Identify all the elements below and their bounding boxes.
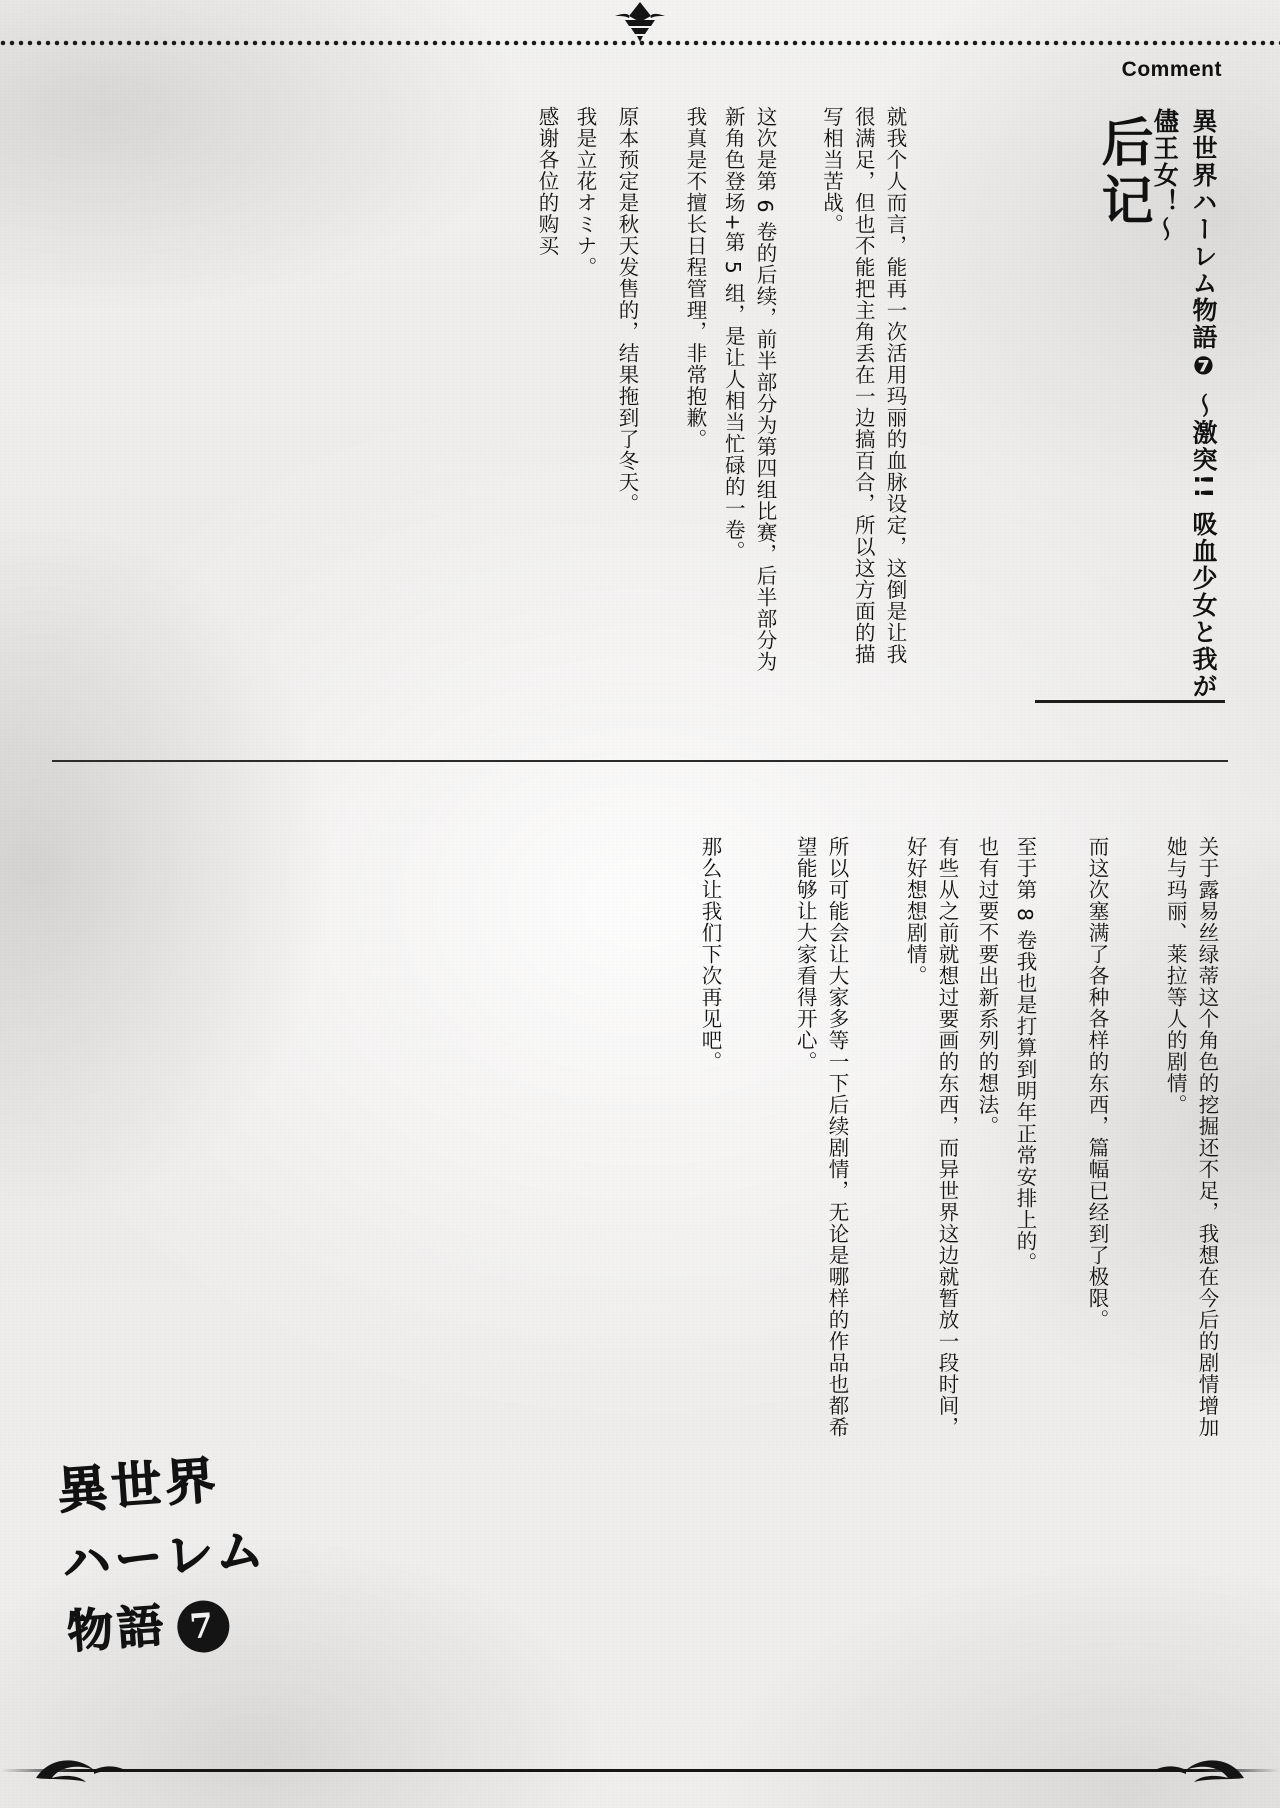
afterword-paragraph: 有些从之前就想过要画的东西，而异世界这边就暂放一段时间，好好想想剧情。 bbox=[903, 836, 959, 1438]
bottom-left-ornament-icon bbox=[28, 1748, 138, 1792]
title-underline bbox=[1035, 700, 1225, 703]
afterword-paragraph: 至于第 8 卷我也是打算到明年正常安排上的。 bbox=[1013, 836, 1037, 1274]
series-logo-line3-text: 物語 bbox=[65, 1598, 170, 1659]
afterword-paragraph: 也有过要不要出新系列的想法。 bbox=[975, 836, 999, 1137]
afterword-paragraph: 那么让我们下次再见吧。 bbox=[698, 836, 722, 1073]
afterword-paragraph: 我是立花オミナ。 bbox=[573, 106, 597, 278]
series-title: 異世界ハーレム物語❼ ～激突!! 吸血少女と我が儘王女！～ bbox=[1150, 108, 1218, 701]
afterword-paragraph: 而这次塞满了各种各样的东西，篇幅已经到了极限。 bbox=[1085, 836, 1109, 1331]
comment-label: Comment bbox=[1121, 58, 1222, 81]
afterword-paragraph: 关于露易丝绿蒂这个角色的挖掘还不足，我想在今后的剧情增加她与玛丽、莱拉等人的剧情。 bbox=[1163, 836, 1219, 1438]
top-ornament-icon bbox=[595, 0, 685, 44]
afterword-paragraph: 所以可能会让大家多等一下后续剧情，无论是哪样的作品也都希望能够让大家看得开心。 bbox=[793, 836, 849, 1438]
bottom-rule bbox=[0, 1769, 1280, 1772]
afterword-paragraph: 这次是第 6 卷的后续，前半部分为第四组比赛，后半部分为新角色登场+第 5 组，是让人相当忙碌的一卷。 bbox=[721, 106, 777, 673]
bottom-right-ornament-icon bbox=[1142, 1748, 1252, 1792]
series-logo bbox=[55, 1435, 304, 1666]
series-logo-line3 bbox=[65, 1580, 304, 1662]
series-logo-line1: 異世界 bbox=[55, 1450, 222, 1521]
afterword-paragraph: 就我个人而言，能再一次活用玛丽的血脉设定，这倒是让我很满足，但也不能把主角丢在一边搞百合，所以这方面的描写相当苦战。 bbox=[819, 106, 907, 665]
afterword-paragraph: 我真是不擅长日程管理，非常抱歉。 bbox=[683, 106, 707, 450]
volume-number-badge: 7 bbox=[176, 1599, 232, 1655]
series-logo-line2: ハーレム bbox=[60, 1521, 270, 1593]
section-divider bbox=[52, 760, 1228, 762]
top-decorative-band bbox=[0, 0, 1280, 46]
afterword-paragraph: 感谢各位的购买 bbox=[535, 106, 559, 257]
afterword-paragraph: 原本预定是秋天发售的，结果拖到了冬天。 bbox=[615, 106, 639, 515]
afterword-heading: 后记 bbox=[1092, 115, 1153, 231]
